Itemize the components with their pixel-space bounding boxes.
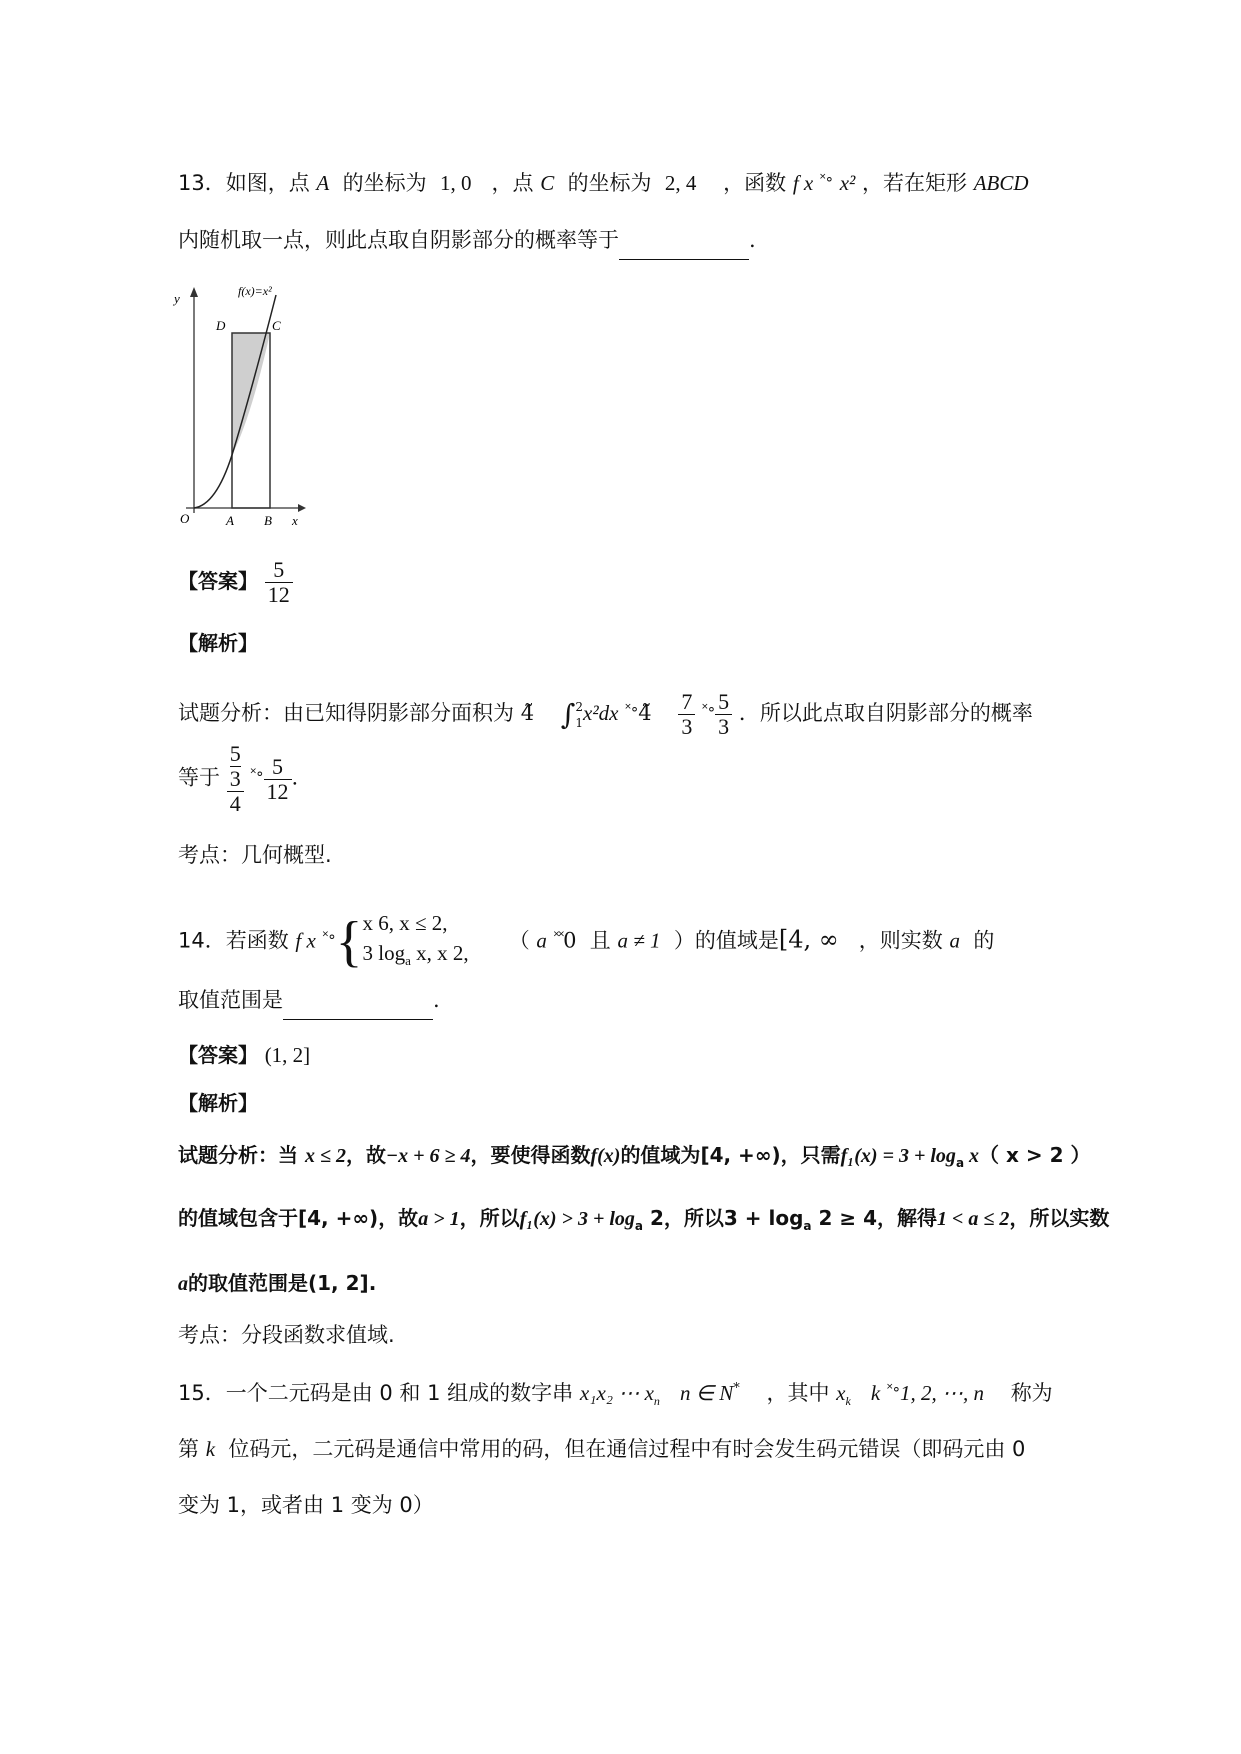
function-fx: f x bbox=[792, 171, 814, 195]
q13-answer bbox=[178, 558, 293, 607]
point-a-coord: 1, 0 bbox=[439, 171, 472, 195]
analysis-text: ．所以此点取自阴影部分的概率 bbox=[738, 701, 1033, 725]
var-k: k bbox=[205, 1437, 216, 1461]
var-a: a bbox=[536, 928, 547, 953]
parabola-figure bbox=[174, 283, 346, 528]
label-func: f(x)=x² bbox=[238, 284, 272, 298]
q14-text: ，则实数 bbox=[858, 928, 943, 953]
subscript: k bbox=[845, 1394, 851, 1409]
label-d: D bbox=[216, 318, 226, 333]
fraction-7-3 bbox=[678, 690, 695, 739]
log-base: a bbox=[803, 1219, 812, 1233]
q15-text: 15．一个二元码是由 0 和 1 组成的数字串 bbox=[178, 1381, 574, 1405]
math: f₁(x) = 3 + log bbox=[840, 1145, 956, 1167]
sequence: x₁x₂ ⋯ x bbox=[579, 1381, 654, 1405]
label-c: C bbox=[272, 318, 281, 333]
piecewise-cases bbox=[363, 908, 469, 976]
math: f₁(x) > 3 + log bbox=[519, 1208, 635, 1230]
math: （ x > 2 ） bbox=[979, 1143, 1091, 1167]
upper-bound: 2 bbox=[575, 699, 583, 714]
answer-blank bbox=[619, 229, 749, 260]
q14-line1 bbox=[178, 908, 994, 976]
q13-kaodian bbox=[178, 840, 332, 870]
garbled-symbol: ˟∘ bbox=[819, 172, 834, 188]
period: . bbox=[368, 1271, 377, 1295]
q14-text: 取值范围是 bbox=[178, 988, 283, 1012]
point-c-coord: 2, 4 bbox=[664, 171, 697, 195]
math: [4, +∞) bbox=[298, 1206, 379, 1230]
k-values: 1, 2, ⋯, n bbox=[899, 1381, 984, 1405]
q14-kaodian bbox=[178, 1320, 395, 1350]
a-not-one: a ≠ 1 bbox=[617, 928, 661, 953]
case-2-log: 3 log bbox=[362, 941, 406, 965]
analysis-text: 试题分析：当 bbox=[178, 1143, 298, 1167]
zero: 0 bbox=[563, 928, 577, 953]
q15-text: 变为 1，或者由 1 变为 0） bbox=[178, 1493, 434, 1517]
q14-text: ）的值域是 bbox=[673, 928, 779, 953]
analysis-text: 等于 bbox=[178, 765, 220, 790]
analysis-text: ，要使得函数 bbox=[470, 1143, 591, 1167]
fraction-denominator: 3 bbox=[678, 714, 695, 739]
garbled-symbol: ˟∘ bbox=[322, 929, 336, 946]
garbled-term: 4̃ bbox=[638, 701, 652, 725]
q13-text: 的坐标为 bbox=[567, 171, 652, 195]
q15-text: ，其中 bbox=[766, 1381, 830, 1405]
q14-number: 14．若函数 bbox=[178, 928, 289, 953]
fraction-numerator: 5 bbox=[229, 741, 241, 766]
q13-analysis-line1 bbox=[178, 690, 1033, 739]
analysis-text: 的值域为 bbox=[620, 1143, 701, 1167]
math: 1 < a ≤ 2 bbox=[937, 1208, 1010, 1230]
analysis-text: ，故 bbox=[345, 1143, 386, 1167]
log-base: a bbox=[405, 953, 411, 969]
subscript: n bbox=[653, 1394, 660, 1409]
x-k: x bbox=[836, 1381, 846, 1405]
var-a: a bbox=[949, 928, 960, 953]
q13-line1 bbox=[178, 165, 1029, 198]
fraction-denominator: 4 bbox=[227, 791, 244, 816]
kaodian-text: 考点：分段函数求值域. bbox=[178, 1323, 395, 1347]
analysis-text: ，故 bbox=[378, 1206, 419, 1230]
q15-text: 称为 bbox=[1010, 1381, 1053, 1405]
label-b: B bbox=[264, 513, 272, 528]
paren-open: （ bbox=[508, 928, 530, 953]
q13-line2 bbox=[178, 225, 756, 260]
math: f(x) bbox=[590, 1145, 621, 1167]
q13-number: 13．如图，点 bbox=[178, 171, 310, 195]
math: 2 ≥ 4 bbox=[811, 1206, 878, 1230]
point-c: C bbox=[540, 171, 555, 195]
math: 3 + log bbox=[723, 1206, 804, 1230]
period: . bbox=[433, 988, 440, 1012]
point-a: A bbox=[316, 171, 330, 195]
label-o: O bbox=[180, 511, 190, 526]
math: 2 bbox=[643, 1206, 664, 1230]
compound-fraction bbox=[227, 742, 244, 816]
rectangle-abcd: ABCD bbox=[973, 171, 1029, 195]
math: x bbox=[964, 1145, 980, 1167]
answer-value: (1, 2] bbox=[264, 1043, 311, 1067]
q14-analysis-line2 bbox=[178, 1203, 1109, 1241]
q15-text: 位码元，二元码是通信中常用的码，但在通信过程中有时会发生码元错误（即码元由 0 bbox=[228, 1437, 1026, 1461]
garbled-symbol: ˟∘ bbox=[886, 1382, 900, 1398]
kaodian-text: 考点：几何概型. bbox=[178, 843, 332, 867]
fraction-5-12 bbox=[264, 755, 292, 804]
label-x: x bbox=[292, 513, 298, 528]
q13-analysis-line2 bbox=[178, 742, 298, 816]
analysis-text: ，所以 bbox=[663, 1206, 724, 1230]
analysis-text: ，解得 bbox=[877, 1206, 938, 1230]
q15-line1 bbox=[178, 1374, 1053, 1416]
var-k: k bbox=[870, 1381, 881, 1405]
q13-text: ，若在矩形 bbox=[862, 171, 968, 195]
and-text: 且 bbox=[589, 928, 611, 953]
function-x2: x² bbox=[839, 171, 856, 195]
integral-sign: ∫ bbox=[560, 698, 576, 731]
analysis-text: ，所以实数 bbox=[1009, 1206, 1110, 1230]
var-a: a bbox=[178, 1273, 188, 1295]
q15-text: 第 bbox=[178, 1437, 199, 1461]
left-brace: { bbox=[335, 911, 363, 974]
q13-analysis-label bbox=[178, 628, 258, 658]
garbled-symbol: ˟∘ bbox=[702, 702, 716, 718]
n-in-N: n ∈ N bbox=[679, 1381, 734, 1405]
garbled-symbol: ˟˟ bbox=[553, 929, 564, 946]
math: (1, 2] bbox=[308, 1271, 369, 1295]
analysis-label: 【解析】 bbox=[178, 631, 258, 655]
q13-text: 内随机取一点，则此点取自阴影部分的概率等于 bbox=[178, 228, 619, 252]
answer-fraction bbox=[265, 558, 293, 607]
garbled-symbol: ˟∘ bbox=[250, 766, 264, 783]
superscript-star: * bbox=[733, 1381, 740, 1396]
integrand: x²dx bbox=[583, 701, 619, 725]
fraction-denominator: 12 bbox=[264, 779, 292, 804]
fraction-denominator: 12 bbox=[265, 582, 293, 607]
math: −x + 6 ≥ 4 bbox=[385, 1145, 471, 1167]
compound-numerator bbox=[227, 742, 244, 791]
analysis-text: 的取值范围是 bbox=[188, 1271, 308, 1295]
q13-text: ，函数 bbox=[723, 171, 787, 195]
q14-answer bbox=[178, 1040, 310, 1070]
range: [4, ∞ bbox=[778, 925, 839, 954]
fraction-5-3 bbox=[715, 690, 732, 739]
log-base: a bbox=[634, 1219, 644, 1233]
q13-text: 的坐标为 bbox=[342, 171, 427, 195]
answer-blank bbox=[283, 989, 433, 1020]
log-base: a bbox=[955, 1156, 965, 1170]
garbled-term: 4̃ bbox=[520, 701, 535, 725]
q14-analysis-line3 bbox=[178, 1268, 376, 1299]
fraction-numerator: 5 bbox=[272, 753, 283, 779]
q13-text: ，点 bbox=[491, 171, 534, 195]
x-arrow bbox=[298, 504, 306, 512]
y-arrow bbox=[190, 287, 198, 297]
math: a > 1 bbox=[418, 1208, 460, 1230]
fraction-numerator: 7 bbox=[681, 689, 693, 714]
period: . bbox=[749, 228, 756, 252]
q14-line2 bbox=[178, 985, 440, 1020]
period: . bbox=[291, 765, 299, 790]
fraction-numerator: 5 bbox=[718, 689, 730, 714]
case-2-rest: x, x 2, bbox=[410, 941, 469, 965]
analysis-text: ，所以 bbox=[459, 1206, 520, 1230]
analysis-text: 试题分析：由已知得阴影部分面积为 bbox=[178, 701, 514, 725]
label-a: A bbox=[226, 513, 234, 528]
answer-label: 【答案】 bbox=[178, 1043, 258, 1067]
fraction-denominator: 3 bbox=[229, 766, 241, 791]
analysis-text: ，只需 bbox=[780, 1143, 841, 1167]
math: x ≤ 2 bbox=[304, 1145, 346, 1167]
label-y: y bbox=[174, 291, 180, 306]
fraction-numerator: 5 bbox=[273, 557, 285, 582]
q14-text: 的 bbox=[973, 928, 995, 953]
lower-bound: 1 bbox=[575, 715, 583, 730]
q15-line3 bbox=[178, 1490, 434, 1520]
q14-analysis-line1 bbox=[178, 1140, 1090, 1178]
case-2 bbox=[363, 938, 469, 976]
q15-line2 bbox=[178, 1434, 1025, 1464]
function-fx: f x bbox=[295, 928, 316, 953]
math: [4, +∞) bbox=[700, 1143, 781, 1167]
analysis-text: 的值域包含于 bbox=[178, 1206, 298, 1230]
fraction-denominator: 3 bbox=[715, 714, 732, 739]
analysis-label: 【解析】 bbox=[178, 1091, 258, 1115]
integral-bounds bbox=[575, 699, 583, 731]
answer-label: 【答案】 bbox=[178, 569, 258, 593]
garbled-symbol: ˟∘ bbox=[625, 702, 639, 718]
q14-analysis-label bbox=[178, 1088, 258, 1118]
case-1: x 6, x ≤ 2, bbox=[362, 911, 448, 935]
